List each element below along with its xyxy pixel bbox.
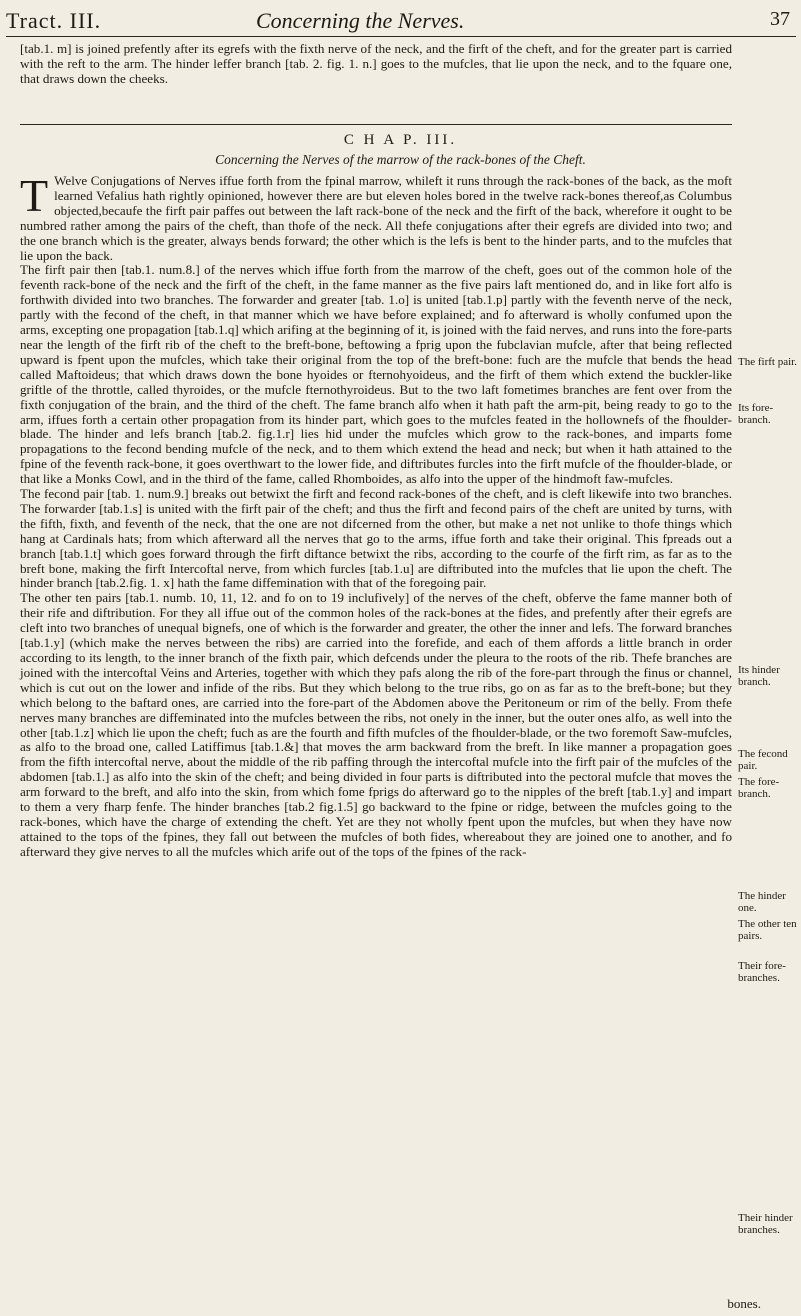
page-heading: Concerning the Nerves. xyxy=(256,8,465,33)
margin-note: Its hinder branch. xyxy=(738,664,780,688)
page-number: 37 xyxy=(770,8,790,30)
paragraph-3: The fecond pair [tab. 1. num.9.] breaks out betwixt the firft and fecond rack-bones of the cheft, and is cleft likewife into two branches. The forwarder [tab.1.s] is united with the firft pair of the cheft; and thus the firft and fecond pairs of the cheft are united by turns, with the fifth, fixth, and feventh of the neck, that the one are not difcerned from the other, but make a net not unlike to thofe things which hang at Cardinals hats; from which afterward all the nerves that go to the arms, iffue forth and take their original. This fpreads out a branch [tab.1.t] which goes forward through the firft diftance betwixt the ribs, according to the courfe of the firft rim, as far as to the breft bone, making the firft Intercoftal nerve, from which furcles [tab.1.u] are diftributed into the mufcles that lie upon the cheft. The hinder branch [tab.2.fig. 1. x] hath the fame diffemination with that of the foregoing pair. xyxy=(20,486,732,591)
running-header xyxy=(6,2,796,37)
tract-label: Tract. III. xyxy=(6,8,102,33)
catchword: bones. xyxy=(727,1296,761,1311)
paragraph-2: The firft pair then [tab.1. num.8.] of the nerves which iffue forth from the marrow of the cheft, goes out of the common hole of the feventh rack-bone of the neck and the firft of the cheft, in the fame manner as the five pairs laft mentioned do, and in like fort alfo is forthwith divided into two branches. The forwarder and greater [tab. 1.o] is united [tab.1.p] partly with the feventh nerve of the neck, partly with the fecond of the cheft, in that manner which we have before explained; and fo afterward is wholly confumed upon the arms, excepting one propagation [tab.1.q] which arifing at the beginning of it, is joined with the faid nerves, and runs into the fore-parts near the length of the firft rib of the cheft to the breft-bone, beftowing a fprig upon the fubclavian mufcle, after that being reflected upward is fpent upon the mufcles, which take their original from the top of the breft-bone: fuch are the mufcle that bends the head called Maftoideus; that which draws down the bone hyoides or fternohyoideus, and the firft of them which extend the buckler-like griftle of the throttle, called thyroides, or the mufcle fternothyroideus. But to the two laft fometimes branches are fent over from the fixth conjugation of the brain, and the third of the cheft. The fame branch alfo when it hath paft the arm-pit, being ready to go to the arm, iffues forth a certain other propagation from its hinder part, which goes to the mufcles feated in the hollownefs of the fhoulder-blade. The hinder and lefs branch [tab.2. fig.1.r] lies hid under the mufcles which grow to the rack-bones, and imparts fome propagations to the fecond bending mufcle of the neck, and to them which extend the head and neck; but when it hath attained to the fpine of the feventh rack-bone, it goes overthwart to the lower fide, and diftributes furcles into the firft mufcle of the fhoulder-blade, or that like a Monks Cowl, and in the third of the fame, called Rhomboides, as alfo into the upper of the hindmoft faw-mufcles. xyxy=(20,262,732,487)
paragraph-4: The other ten pairs [tab.1. numb. 10, 11, 12. and fo on to 19 inclufively] of the nerves of the cheft, obferve the fame manner both of their rife and diftribution. For they all iffue out of the common holes of the rack-bones at the fides, and prefently after their egrefs are cleft into two branches of unequal bignefs, one of which is the forwarder and greater, the other the inner and lefs. The forward branches [tab.1.y] (which make the nerves between the ribs) are carried into the forefide, and each of them affords a little branch in order according to its length, to the inner branch of the fixth pair, which defcends under the pleura to the roots of the rib. Thefe branches are joined with the intercoftal Veins and Arteries, together with which they pafs along the rib of the fore-part through the finus or channel, which is cut out on the lower and infide of the ribs. But they which belong to the true ribs, go on as far as to the breft-bone; but they which belong to the baftard ones, are carried into the fore-part of the Abdomen above the Peritoneum or rim of the belly. From thefe nerves many branches are diffeminated into the mufcles between the ribs, not onely in the inner, but the outer ones alfo, as well into the other [tab.1.z] which lie upon the cheft; fuch as are the fourth and fifth mufcles of the fhoulder-blade, or the two foremoft Saw-mufcles, as alfo to the broad one, called Latiffimus [tab.1.&] that moves the arm backward from the breft. In like manner a propagation goes from the fifth intercoftal nerve, about the middle of the rib paffing through the intercoftal mufcle into the firft pair of the mufcles of the abdomen [tab.1.] as alfo into the skin of the cheft; and being divided in four parts is diftributed into the pectoral mufcle that moves the arm forward to the breft, and alfo into the skin, from which fome fprigs do afterward go to the nipples of the breft [tab.1.y] and impart to them a very fharp fenfe. The hinder branches [tab.2 fig.1.5] go backward to the fpine or ridge, between the mufcles going to the rack-bones, which have the charge of extending the cheft. Yet are they not wholly fpent upon the mufcles, but when they have now attained to the tops of the fpines, they fall out between the mufcles of both fides, whereabout they are joined one to another, and fo afterward they give nerves to all the mufcles which arife out of the tops of the fpines of the rack- xyxy=(20,590,732,859)
margin-note: The hinder one. xyxy=(738,890,786,914)
section-divider xyxy=(20,124,732,125)
intro-text: [tab.1. m] is joined prefently after its egrefs with the fixth nerve of the neck, and the firft of the cheft, and for the greater part is carried with the reft to the arm. The hinder leffer branch [tab. 2. fig. 1. n.] goes to the mufcles, that lie upon the neck, and to the fquare one, that draws down the cheeks. xyxy=(20,41,732,86)
paragraph-text: Welve Conjugations of Nerves iffue forth from the fpinal marrow, whileft it runs through the rack-bones of the back, as the moft learned Vefalius hath rightly opinioned, however there are but eleven holes bored in the twelve rack-bones thereof,as Columbus objected,becaufe the firft pair paffes out between the laft rack-bone of the neck and the firft of the back, wherefore it ought to be numbred rather among the pairs of the cheft, than thofe of the neck. All thefe conjugations after their egrefs are divided into two; and the one branch which is the greater, always bends forward; the other which is the lefs is bent to the hinder parts, and to the mufcles that lie upon the back. xyxy=(20,173,732,263)
intro-paragraph xyxy=(20,42,732,86)
margin-note: The firft pair. xyxy=(738,356,797,368)
drop-cap: T xyxy=(20,170,49,221)
margin-note: The fore-branch. xyxy=(738,776,780,800)
paragraph-1 xyxy=(20,170,732,263)
margin-note: Their fore-branches. xyxy=(738,960,786,984)
margin-note: The fecond pair. xyxy=(738,748,788,772)
margin-note: The other ten pairs. xyxy=(738,918,797,942)
chapter-body xyxy=(20,170,732,860)
chapter-heading: C H A P. III. xyxy=(343,132,458,148)
margin-note: Its fore-branch. xyxy=(738,402,774,426)
chapter-subtitle: Concerning the Nerves of the marrow of the rack-bones of the Cheft. xyxy=(215,152,586,167)
margin-note: Their hinder branches. xyxy=(738,1212,793,1236)
